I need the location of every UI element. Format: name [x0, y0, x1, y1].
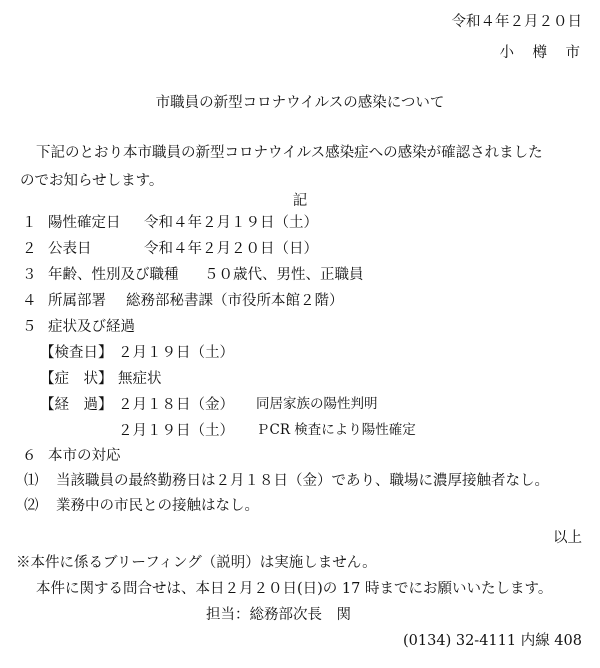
closing-mark: 以上: [553, 530, 582, 546]
item-4-value: 総務部秘書課（市役所本館２階）: [126, 293, 344, 309]
item-3-label: 年齢、性別及び職種: [48, 267, 179, 283]
response-2-text: 業務中の市民との接触はなし。: [56, 498, 259, 514]
item-2-value: 令和４年２月２０日（日）: [144, 241, 318, 257]
symptom-label: 【症 状】: [40, 371, 113, 387]
item-5-label: 症状及び経過: [48, 319, 135, 335]
item-6-number: ６: [22, 448, 37, 464]
inquiry-note: 本件に関する問合せは、本日２月２０日(日)の 17 時までにお願いいたします。: [36, 581, 553, 597]
symptom-value: 無症状: [118, 371, 162, 387]
intro-line-1: 下記のとおり本市職員の新型コロナウイルス感染症への感染が確認されました: [36, 145, 543, 161]
item-3-value: ５０歳代、男性、正職員: [204, 267, 364, 283]
item-6-label: 本市の対応: [48, 448, 121, 464]
intro-line-2: のでお知らせします。: [20, 173, 164, 189]
item-2-number: ２: [22, 241, 37, 257]
course-1-date: ２月１８日（金）: [118, 397, 234, 413]
course-2-date: ２月１９日（土）: [118, 423, 234, 439]
briefing-note: ※本件に係るブリーフィング（説明）は実施しません。: [16, 555, 377, 571]
item-1-value: 令和４年２月１９日（土）: [144, 215, 318, 231]
item-4-number: ４: [22, 293, 37, 309]
ki-heading: 記: [292, 193, 308, 209]
course-2-text: ＰCR 検査により陽性確定: [256, 422, 416, 438]
course-label: 【経 過】: [40, 397, 113, 413]
item-3-number: ３: [22, 267, 37, 283]
item-5-number: ５: [22, 319, 37, 335]
response-1-number: ⑴: [24, 473, 39, 489]
inspection-date-value: ２月１９日（土）: [118, 345, 234, 361]
inspection-date-label: 【検査日】: [40, 345, 113, 361]
response-1-text: 当該職員の最終勤務日は２月１８日（金）であり、職場に濃厚接触者なし。: [56, 473, 549, 489]
item-1-label: 陽性確定日: [48, 215, 121, 231]
item-4-label: 所属部署: [48, 293, 106, 309]
contact-phone: (0134) 32-4111 内線 408: [403, 633, 582, 649]
document-title: 市職員の新型コロナウイルスの感染について: [155, 95, 445, 111]
item-1-number: １: [22, 215, 37, 231]
item-2-label: 公表日: [48, 241, 92, 257]
response-2-number: ⑵: [24, 498, 39, 514]
document-date: 令和４年２月２０日: [451, 14, 582, 30]
issuer-name: 小 樽 市: [499, 45, 582, 61]
course-1-text: 同居家族の陽性判明: [256, 396, 378, 412]
contact-person: 担当：総務部次長 関: [206, 607, 351, 623]
